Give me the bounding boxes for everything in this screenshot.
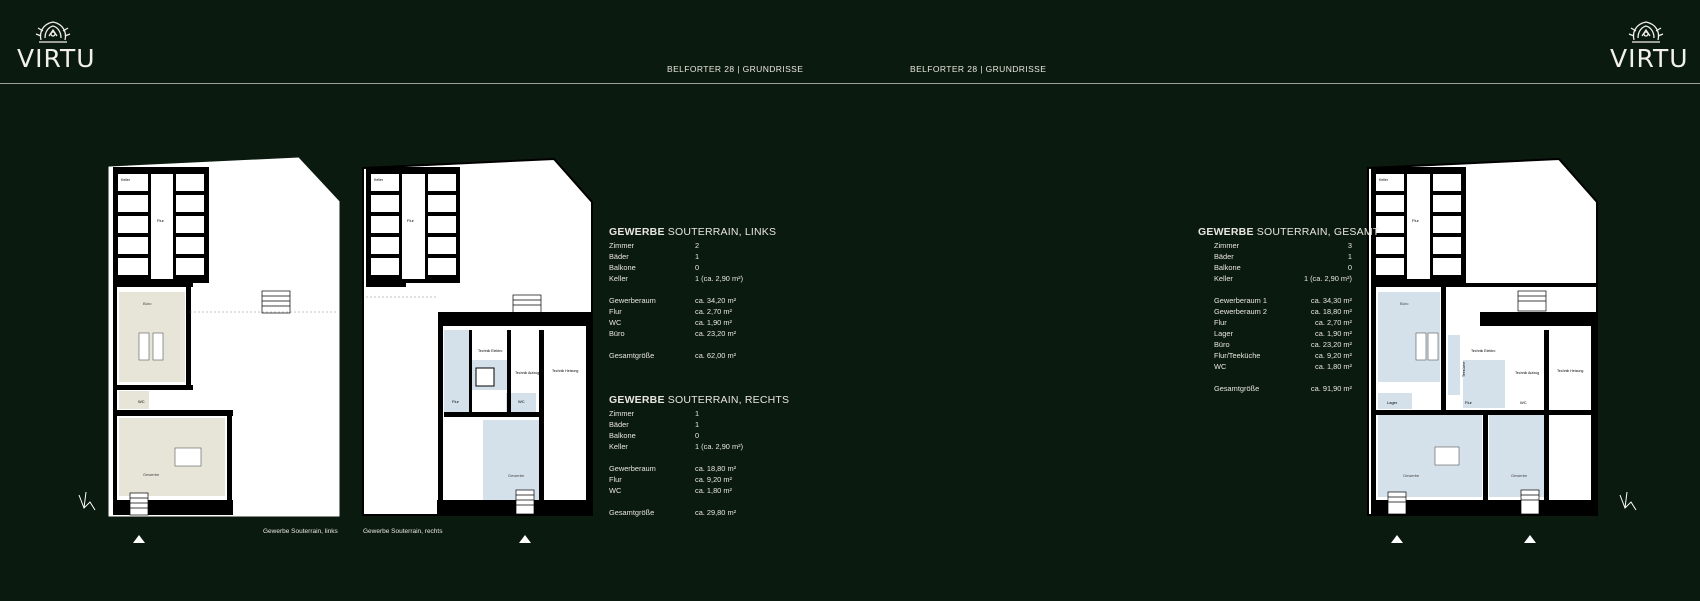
label-technik-heizung: Technik Heizung <box>1557 369 1584 373</box>
label-teekueche: Teeküche <box>1462 361 1466 377</box>
brand-wordmark: VIRTU <box>17 44 96 73</box>
label-keller: Keller <box>374 178 383 182</box>
label-technik-aufzug: Technik Aufzug <box>515 371 540 375</box>
spec-souterrain-links: GEWERBE SOUTERRAIN, LINKS Zimmer 2 Bäder 1 Balkone 0 Keller 1 (ca. 2,90 m²) Gewerberaum ca. 34,20 m² Flur ca. 2,70 m² WC ca. 1,90 m² Büro ca. 23,20 m² Gesamtgröße ca. 62,00 m² <box>609 226 777 360</box>
label-technik-aufzug: Technik Aufzug <box>1515 371 1540 375</box>
spec-title: GEWERBE SOUTERRAIN, GESAMT <box>1198 226 1380 238</box>
spec-souterrain-rechts: GEWERBE SOUTERRAIN, RECHTS Zimmer 1 Bäder 1 Balkone 0 Keller 1 (ca. 2,90 m²) Gewerberaum ca. 18,80 m² Flur ca. 9,20 m² WC ca. 1,80 m² Gesamtgröße ca. 29,80 m² <box>609 394 790 517</box>
label-flur: Flur <box>407 218 414 223</box>
north-arrow-icon <box>1620 492 1636 510</box>
label-buero: Büro <box>143 301 152 306</box>
spec-souterrain-gesamt: GEWERBE SOUTERRAIN, GESAMT Zimmer 3 Bäder 1 Balkone 0 Keller 1 (ca. 2,90 m²) Gewerberaum 1 ca. 34,30 m² Gewerberaum 2 ca. 18,80 m² Flur ca. 2,70 m² Lager ca. 1,90 m² Büro ca. 23,20 m² Flur/Teeküche ca. 9,20 m² WC ca. 1,80 m² Gesamtgröße ca. 91,90 m² <box>1198 226 1380 393</box>
label-flur: Flur <box>452 399 459 404</box>
label-wc: WC <box>518 399 525 404</box>
spec-title: GEWERBE SOUTERRAIN, LINKS <box>609 226 777 238</box>
label-wc: WC <box>138 399 145 404</box>
label-flur: Flur <box>1465 400 1472 405</box>
label-gewerbe: Gewerbe <box>508 473 525 478</box>
page-header-right: BELFORTER 28 | GRUNDRISSE <box>910 64 1047 74</box>
spec-title: GEWERBE SOUTERRAIN, RECHTS <box>609 394 790 406</box>
label-technik-elektro: Technik Elektro <box>1471 349 1496 353</box>
label-technik-heizung: Technik Heizung <box>552 369 579 373</box>
brand-wordmark: VIRTU <box>1610 44 1689 73</box>
label-gewerbe: Gewerbe <box>143 472 160 477</box>
label-technik-elektro: Technik Elektro <box>478 349 503 353</box>
caption-plan-links: Gewerbe Souterrain, links <box>263 528 338 535</box>
label-buero: Büro <box>1400 301 1409 306</box>
label-wc: WC <box>1520 400 1527 405</box>
plan-links <box>110 159 338 543</box>
label-gewerbe: Gewerbe <box>1403 473 1420 478</box>
caption-plan-rechts: Gewerbe Souterrain, rechts <box>363 528 443 535</box>
label-lager: Lager <box>1387 400 1398 405</box>
label-keller: Keller <box>121 178 130 182</box>
north-arrow-icon <box>79 492 95 510</box>
label-flur: Flur <box>1412 218 1419 223</box>
label-gewerbe: Gewerbe <box>1511 473 1528 478</box>
label-keller: Keller <box>1379 178 1388 182</box>
label-flur: Flur <box>157 218 164 223</box>
page-header-left: BELFORTER 28 | GRUNDRISSE <box>667 64 804 74</box>
